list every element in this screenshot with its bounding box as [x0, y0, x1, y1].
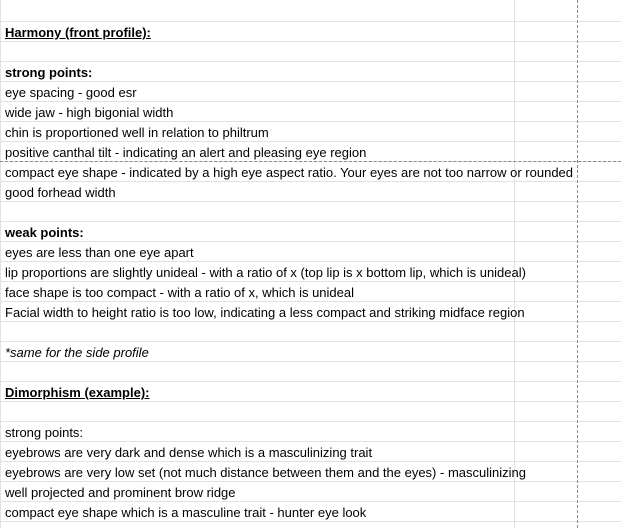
grid-row [0, 362, 621, 382]
cell-text[interactable]: eyes are less than one eye apart [5, 245, 194, 260]
cell-text[interactable]: compact eye shape which is a masculine trait - hunter eye look [5, 505, 367, 520]
cell-text[interactable]: wide jaw - high bigonial width [5, 105, 174, 120]
cell-text[interactable]: good forhead width [5, 185, 116, 200]
cell-text[interactable]: Facial width to height ratio is too low, indicating a less compact and striking midface region [5, 305, 525, 320]
grid-column-line [0, 0, 1, 528]
grid-row [0, 42, 621, 62]
grid-row [0, 322, 621, 342]
cell-text[interactable]: eyebrows are very dark and dense which is a masculinizing trait [5, 445, 373, 460]
cell-note[interactable]: *same for the side profile [5, 345, 149, 360]
cell-harmony-heading[interactable]: Harmony (front profile): [5, 25, 151, 40]
page-break-vertical [577, 0, 578, 528]
grid-row [0, 402, 621, 422]
grid-row [0, 2, 621, 22]
cell-text[interactable]: lip proportions are slightly unideal - with a ratio of x (top lip is x bottom lip, which is unideal) [5, 265, 526, 280]
grid-row [0, 422, 621, 442]
cell-text[interactable]: positive canthal tilt - indicating an alert and pleasing eye region [5, 145, 367, 160]
cell-text[interactable]: compact eye shape - indicated by a high eye aspect ratio. Your eyes are not too narrow or rounded [5, 165, 574, 180]
grid-row [0, 62, 621, 82]
grid-row [0, 222, 621, 242]
cell-weak-points-label[interactable]: weak points: [5, 225, 84, 240]
cell-strong-points-label[interactable]: strong points: [5, 425, 84, 440]
grid-row [0, 202, 621, 222]
cell-dimorphism-heading[interactable]: Dimorphism (example): [5, 385, 150, 400]
cell-strong-points-label[interactable]: strong points: [5, 65, 93, 80]
cell-text[interactable]: eyebrows are very low set (not much distance between them and the eyes) - masculinizing [5, 465, 526, 480]
cell-text[interactable]: well projected and prominent brow ridge [5, 485, 236, 500]
cell-text[interactable]: face shape is too compact - with a ratio of x, which is unideal [5, 285, 355, 300]
cell-text[interactable]: eye spacing - good esr [5, 85, 137, 100]
cell-text[interactable]: chin is proportioned well in relation to philtrum [5, 125, 269, 140]
